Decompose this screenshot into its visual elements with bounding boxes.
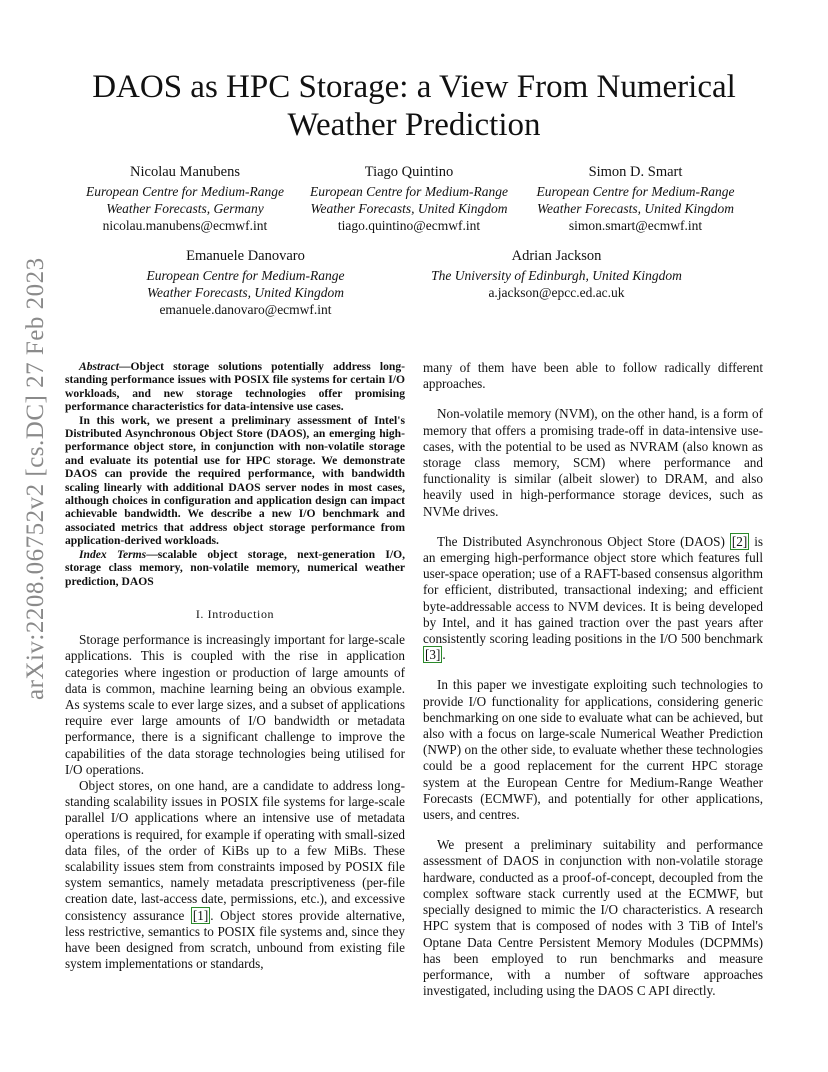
author-name: Simon D. Smart: [588, 164, 683, 180]
author-affiliation: Weather Forecasts, United Kingdom: [537, 201, 734, 216]
author-affiliation: Weather Forecasts, United Kingdom: [147, 285, 344, 300]
author-block: [304, 164, 514, 234]
author-email: simon.smart@ecmwf.int: [568, 218, 703, 233]
author-affiliation: Weather Forecasts, United Kingdom: [310, 201, 508, 216]
author-name: Nicolau Manubens: [130, 164, 240, 180]
citation-link[interactable]: [3]: [425, 647, 441, 663]
index-terms-label: Index Terms: [79, 547, 147, 561]
paragraph: Non-volatile memory (NVM), on the other hand, is a form of memory that offers a promising trade-off in data-intensive use-cases, with the potential to be used as NVRAM (also known as storage class memory, SCM) where performance and functionality is similar (albeit slower) to DRAM, and also heavily used in high-performance storage devices, such as NVMe drives.: [423, 406, 763, 519]
author-email: emanuele.danovaro@ecmwf.int: [159, 302, 332, 317]
author-affiliation: European Centre for Medium-Range: [536, 184, 735, 199]
right-column: [423, 360, 763, 1013]
author-affiliation: Weather Forecasts, Germany: [106, 201, 264, 216]
paragraph-text: . Object stores provide alternative, less restrictive, semantics to POSIX file systems and, since they have been designed from scratch, unbound from existing file system implementations or standards,: [65, 907, 405, 972]
paragraph-text: The Distributed Asynchronous Object Store (DAOS): [437, 533, 730, 549]
arxiv-identifier: arXiv:2208.06752v2 [cs.DC] 27 Feb 2023: [22, 257, 49, 700]
paragraph: We present a preliminary suitability and performance assessment of DAOS in conjunction with non-volatile storage hardware, conducted as a proof-of-concept, decoupled from the complex software stack currently used at the ECMWF, but specially designed to mimic the I/O characteristics. A research HPC system that is composed of nodes with 3 TiB of Intel's Optane Data Centre Persistent Memory Modules (DCPMMs) has been employed to run benchmarks and measure performance, with a number of software approaches investigated, including using the DAOS C API directly.: [423, 837, 763, 999]
author-affiliation: European Centre for Medium-Range: [309, 184, 509, 199]
title-line-2: Weather Prediction: [287, 107, 541, 143]
author-name: Emanuele Danovaro: [186, 248, 305, 264]
author-name: Adrian Jackson: [511, 248, 602, 264]
author-affiliation: European Centre for Medium-Range: [85, 184, 285, 199]
section-heading: I. Introduction: [195, 606, 275, 621]
title-line-1: DAOS as HPC Storage: a View From Numerical: [92, 69, 736, 105]
author-block: [528, 164, 743, 234]
paragraph: In this paper we investigate exploiting such technologies to provide I/O functionality for applications, considering generic benchmarking on one side to evaluate what can be achieved, but also with a focus on large-scale Numerical Weather Prediction (NWP) on the other side, to evaluate whether these technologies could be a good replacement for the current HPC storage system at the European Centre for Medium-Range Weather Forecasts (ECMWF), and potentially for other applications, users, and centres.: [423, 677, 763, 823]
paper-title: [60, 68, 768, 144]
abstract-paragraph: —Object storage solutions potentially address long-standing performance issues with POSIX file systems for certain I/O workloads, and new storage technologies offer promising performance characteristics for data-intensive use cases.: [65, 360, 405, 414]
author-name: Tiago Quintino: [364, 164, 454, 180]
paragraph: many of them have been able to follow radically different approaches.: [423, 360, 763, 392]
paragraph-text: is an emerging high-performance object store which features full user-space operation; use of a RAFT-based consensus algorithm for efficient, distributed, transactional indexing; and efficient byte-addressable access to NVM devices. It is being developed by Intel, and it has gained traction over the past years after consistently scoring leading positions in the I/O 500 benchmark: [423, 533, 764, 647]
author-block: [138, 248, 353, 318]
paragraph-text: .: [442, 647, 446, 663]
paragraph-text: Object stores, on one hand, are a candidate to address long-standing scalability issues in POSIX file systems for large-scale parallel I/O applications where an intensive use of metadata operations is required, for example if operating with small-sized data files, of the order of KiBs up to a few MiBs. These scalability issues stem from constraints imposed by POSIX file system semantics, namely metadata prescriptiveness (per-file creation date, last-access date, permissions, etc.), and excessive consistency assurance: [65, 777, 405, 923]
author-block: [80, 164, 290, 234]
author-block: [414, 248, 699, 301]
author-email: nicolau.manubens@ecmwf.int: [102, 218, 268, 233]
author-email: a.jackson@epcc.ed.ac.uk: [488, 285, 625, 300]
abstract: [65, 360, 405, 588]
author-email: tiago.quintino@ecmwf.int: [337, 218, 481, 233]
index-terms: —scalable object storage, next-generation I/O, storage class memory, non-volatile memory, numerical weather prediction, DAOS: [65, 547, 405, 588]
paragraph: [65, 778, 405, 972]
paragraph: [423, 534, 763, 664]
citation-link[interactable]: [2]: [731, 533, 748, 549]
author-affiliation: The University of Edinburgh, United Kingdom: [431, 268, 682, 283]
abstract-label: Abstract: [79, 360, 119, 373]
left-column: [65, 360, 405, 972]
author-affiliation: European Centre for Medium-Range: [146, 268, 345, 283]
abstract-paragraph: In this work, we present a preliminary assessment of Intel's Distributed Asynchronous Object Store (DAOS), an emerging high-performance object store, in conjunction with non-volatile storage and evaluate its potential use for HPC storage. We demonstrate DAOS can provide the required performance, with bandwidth scaling linearly with additional DAOS server nodes in most cases, although choices in configuration and application design can impact achievable bandwidth. We describe a new I/O benchmark and associated metrics that address object storage performance from application-derived workloads.: [65, 413, 405, 548]
paragraph: Storage performance is increasingly important for large-scale applications. This is coupled with the rise in application categories where ingestion or production of large amounts of data is common, machine learning being an obvious example. As systems scale to ever large sizes, and a subset of applications require ever large amounts of I/O bandwidth or metadata performance, there is a significant challenge to improve the capabilities of the data storage technologies being utilised for I/O operations.: [65, 632, 405, 777]
citation-link[interactable]: [1]: [192, 907, 209, 923]
